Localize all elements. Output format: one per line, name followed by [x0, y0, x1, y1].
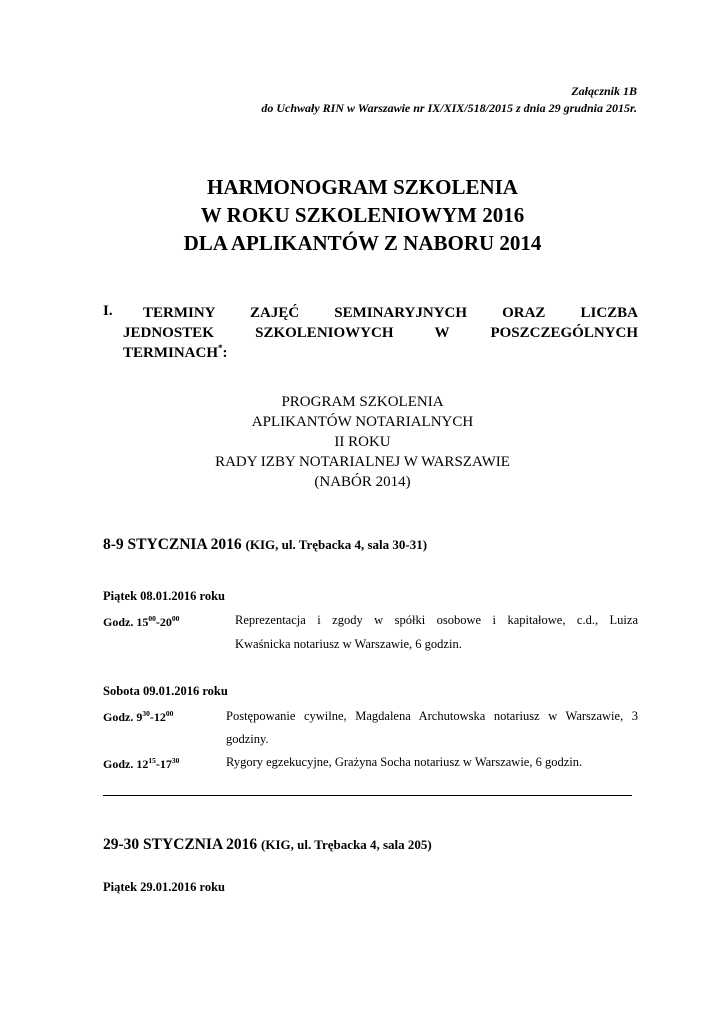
- session-date: 8-9 STYCZNIA 2016: [103, 536, 242, 553]
- day-label: Piątek 08.01.2016 roku: [103, 589, 225, 603]
- title-line-2: W ROKU SZKOLENIOWYM 2016: [200, 203, 525, 227]
- section-heading-line-1: TERMINY ZAJĘĆ SEMINARYJNYCH ORAZ LICZBA: [143, 305, 638, 321]
- section-heading-line-2: JEDNOSTEK SZKOLENIOWYCH W POSZCZEGÓLNYCH: [123, 325, 638, 341]
- section-heading-colon: :: [222, 345, 228, 361]
- time-start-minutes: 15: [148, 756, 156, 765]
- time-slot: [103, 757, 179, 772]
- resolution-reference: do Uchwały RIN w Warszawie nr IX/XIX/518/2015 z dnia 29 grudnia 2015r.: [261, 101, 637, 115]
- day-label: Piątek 29.01.2016 roku: [103, 880, 225, 894]
- section-heading-terminach: TERMINACH: [123, 345, 219, 361]
- time-end-minutes: 30: [171, 756, 180, 765]
- title-line-3: DLA APLIKANTÓW Z NABORU 2014: [183, 231, 542, 255]
- day-label: Sobota 09.01.2016 roku: [103, 684, 228, 698]
- section-divider: [103, 795, 632, 796]
- session-description-line-1: Postępowanie cywilne, Magdalena Archutowska notariusz w Warszawie, 3: [226, 709, 638, 723]
- time-start: Godz. 9: [103, 710, 143, 724]
- program-line-4: RADY IZBY NOTARIALNEJ W WARSZAWIE: [215, 454, 510, 470]
- program-line-5: (NABÓR 2014): [314, 474, 411, 490]
- program-line-2: APLIKANTÓW NOTARIALNYCH: [251, 414, 474, 430]
- program-line-1: PROGRAM SZKOLENIA: [281, 394, 444, 410]
- session-place: (KIG, ul. Trębacka 4, sala 30-31): [245, 537, 428, 552]
- section-number: I.: [103, 303, 113, 319]
- session-description-line-2: Kwaśnicka notariusz w Warszawie, 6 godzin.: [235, 637, 462, 651]
- time-slot: [103, 710, 173, 725]
- session-date-heading: [103, 836, 432, 854]
- session-description-line-1: Rygory egzekucyjne, Grażyna Socha notariusz w Warszawie, 6 godzin.: [226, 755, 583, 769]
- time-slot: [103, 615, 179, 630]
- session-description-line-2: godziny.: [226, 732, 269, 746]
- program-line-3: II ROKU: [334, 434, 391, 450]
- session-date: 29-30 STYCZNIA 2016: [103, 836, 258, 853]
- session-date-heading: [103, 536, 427, 554]
- time-start-minutes: 00: [148, 614, 156, 623]
- time-end: -12: [149, 710, 166, 724]
- time-end-minutes: 00: [171, 614, 180, 623]
- time-start: Godz. 12: [103, 757, 149, 771]
- attachment-label: Załącznik 1B: [571, 84, 637, 98]
- time-end-minutes: 00: [165, 709, 174, 718]
- time-start-minutes: 30: [142, 709, 150, 718]
- time-end: -17: [155, 757, 172, 771]
- footnote-mark: *: [218, 343, 223, 353]
- title-line-1: HARMONOGRAM SZKOLENIA: [207, 175, 518, 199]
- session-description-line-1: Reprezentacja i zgody w spółki osobowe i kapitałowe, c.d., Luiza: [235, 613, 638, 627]
- section-heading-line-3: [123, 343, 614, 363]
- time-end: -20: [155, 615, 172, 629]
- session-place: (KIG, ul. Trębacka 4, sala 205): [261, 837, 432, 852]
- time-start: Godz. 15: [103, 615, 149, 629]
